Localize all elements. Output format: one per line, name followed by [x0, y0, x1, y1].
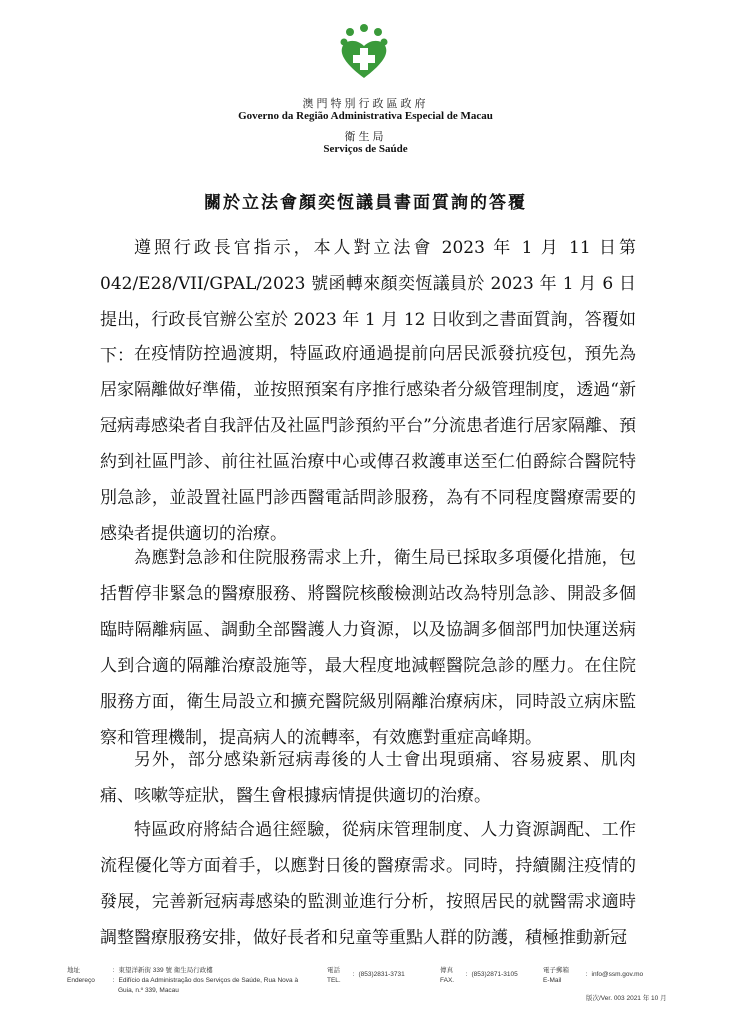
fax-number: ：(853)2871-3105 — [465, 971, 518, 978]
tel-number: ：(853)2831-3731 — [352, 971, 405, 978]
health-bureau-logo-icon — [336, 24, 392, 80]
address-zh: ：東望洋新街 339 號 衛生局行政樓 — [112, 967, 213, 974]
email-label-zh: 電子郵箱 — [543, 967, 569, 974]
version-label: 版次/Ver. 003 2021 年 10 月 — [586, 995, 667, 1002]
paragraph-3: 為應對急診和住院服務需求上升，衛生局已採取多項優化措施，包括暫停非緊急的醫療服務、將醫院核酸檢測站改為特別急診、開設多個臨時隔離病區、調動全部醫護人力資源，以及協調多個部門加快運送病人到合適的隔離治療設施等，最大程度地減輕醫院急診的壓力。在住院服務方面，衛生局設立和擴充醫院級別隔離治療病床，同時設立病床監察和管理機制，提高病人的流轉率，有效應對重症高峰期。 — [100, 548, 636, 748]
government-name-zh: 澳門特別行政區政府 — [302, 97, 429, 110]
department-name-pt: Serviços de Saúde — [323, 143, 408, 155]
fax-label-pt: FAX. — [440, 977, 455, 984]
address-pt-line1: ：Edifício da Administração dos Serviços de Saúde, Rua Nova à — [112, 977, 299, 984]
paragraph-4: 另外，部分感染新冠病毒後的人士會出現頭痛、容易疲累、肌肉痛、咳嗽等症狀，醫生會根據病情提供適切的治療。 — [100, 750, 636, 806]
government-name-pt: Governo da Região Administrativa Especial de Macau — [238, 110, 493, 122]
department-name-zh: 衛生局 — [344, 130, 387, 143]
paragraph-5: 特區政府將結合過往經驗，從病床管理制度、人力資源調配、工作流程優化等方面着手，以應對日後的醫療需求。同時，持續關注疫情的發展，完善新冠病毒感染的監測並進行分析，按照居民的就醫需求適時調整醫療服務安排，做好長者和兒童等重點人群的防護，積極推動新冠 — [100, 820, 636, 948]
document-title: 關於立法會顏奕恆議員書面質詢的答覆 — [204, 193, 527, 213]
tel-label-pt: TEL. — [327, 977, 341, 984]
page-footer — [0, 962, 731, 1024]
address-label-pt: Endereço — [67, 977, 95, 984]
fax-label-zh: 傳真 — [440, 967, 453, 974]
paragraph-2: 在疫情防控過渡期，特區政府通過提前向居民派發抗疫包，預先為居家隔離做好準備，並按照預案有序推行感染者分級管理制度，透過“新冠病毒感染者自我評估及社區門診預約平台”分流患者進行居家隔離、預約到社區門診、前往社區治療中心或傳召救護車送至仁伯爵綜合醫院特別急診，並設置社區門診西醫電話問診服務，為有不同程度醫療需要的感染者提供適切的治療。 — [100, 344, 636, 544]
tel-label-zh: 電話 — [327, 967, 340, 974]
email-address: ：info@ssm.gov.mo — [585, 971, 644, 978]
address-pt-line2: Guia, n.º 339, Macau — [118, 987, 179, 994]
address-label-zh: 地址 — [67, 967, 80, 974]
email-label-pt: E-Mail — [543, 977, 562, 984]
paragraph-1: 遵照行政長官指示，本人對立法會 2023 年 1 月 11 日第 042/E28/VII/GPAL/2023 號函轉來顏奕恆議員於 2023 年 1 月 6 日提出，行政長官辦公室於 2023 年 1 月 12 日收到之書面質詢，答覆如下： — [100, 238, 636, 366]
